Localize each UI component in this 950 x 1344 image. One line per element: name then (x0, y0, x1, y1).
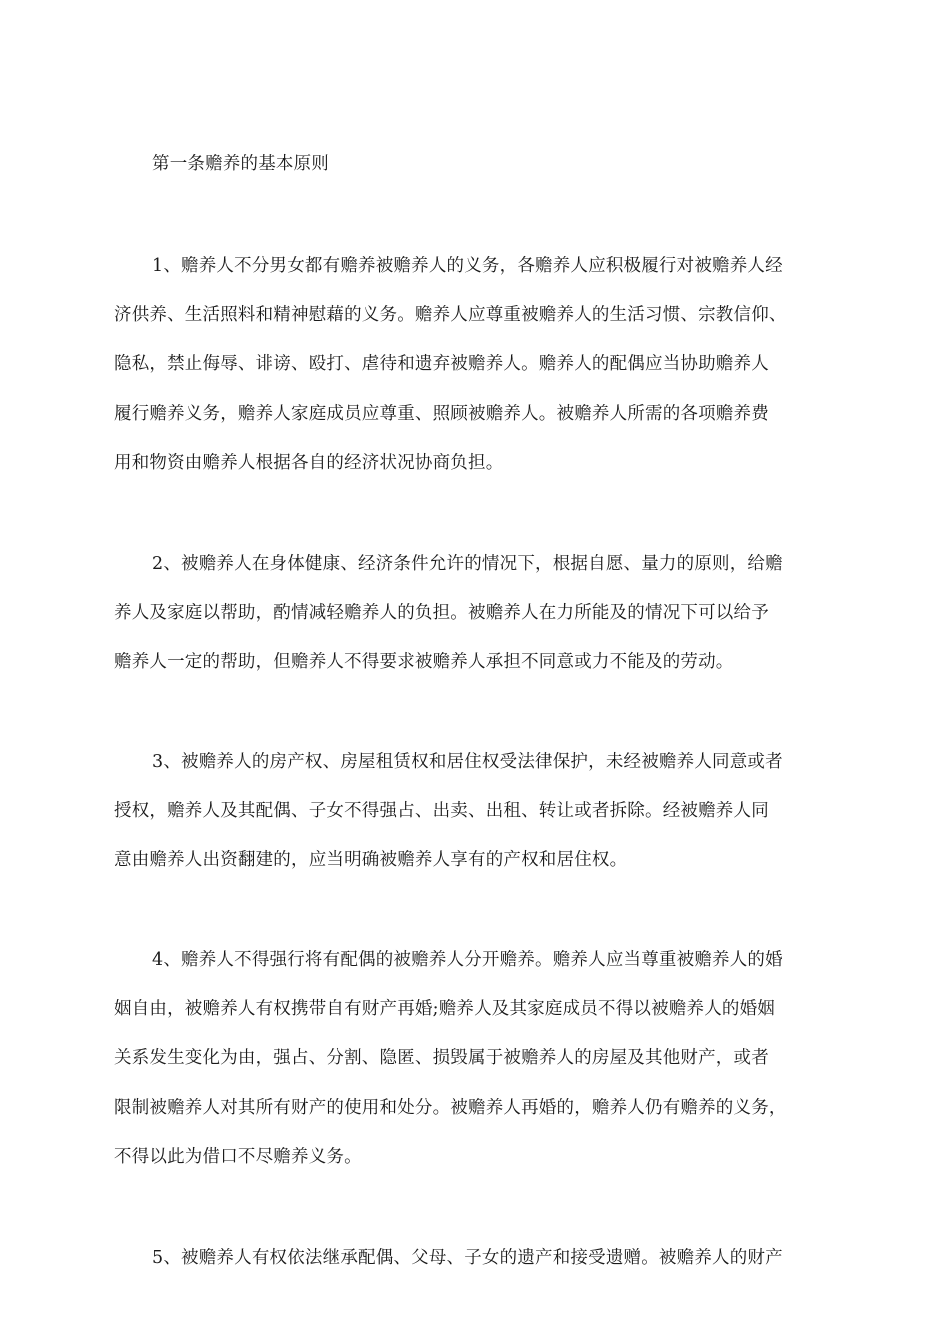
paragraph-3-line-3: 意由赡养人出资翻建的，应当明确被赡养人享有的产权和居住权。 (114, 850, 628, 870)
paragraph-1-line-5: 用和物资由赡养人根据各自的经济状况协商负担。 (114, 453, 504, 473)
paragraph-4-line-1: 4、赡养人不得强行将有配偶的被赡养人分开赡养。赡养人应当尊重被赡养人的婚 (152, 950, 783, 970)
paragraph-1-line-3: 隐私，禁止侮辱、诽谤、殴打、虐待和遗弃被赡养人。赡养人的配偶应当协助赡养人 (114, 354, 769, 374)
paragraph-1-line-1: 1、赡养人不分男女都有赡养被赡养人的义务，各赡养人应积极履行对被赡养人经 (152, 256, 783, 276)
paragraph-4-line-4: 限制被赡养人对其所有财产的使用和处分。被赡养人再婚的，赡养人仍有赡养的义务， (114, 1098, 787, 1118)
paragraph-4-line-3: 关系发生变化为由，强占、分割、隐匿、损毁属于被赡养人的房屋及其他财产，或者 (114, 1048, 769, 1068)
paragraph-2-line-1: 2、被赡养人在身体健康、经济条件允许的情况下，根据自愿、量力的原则，给赡 (152, 554, 783, 574)
section-heading: 第一条赡养的基本原则 (152, 154, 329, 174)
paragraph-4-line-5: 不得以此为借口不尽赡养义务。 (114, 1147, 362, 1167)
paragraph-4-line-2: 姻自由，被赡养人有权携带自有财产再婚;赡养人及其家庭成员不得以被赡养人的婚姻 (114, 999, 775, 1019)
paragraph-2-line-2: 养人及家庭以帮助，酌情减轻赡养人的负担。被赡养人在力所能及的情况下可以给予 (114, 603, 769, 623)
paragraph-3-line-1: 3、被赡养人的房产权、房屋租赁权和居住权受法律保护，未经被赡养人同意或者 (152, 752, 783, 772)
paragraph-3-line-2: 授权，赡养人及其配偶、子女不得强占、出卖、出租、转让或者拆除。经被赡养人同 (114, 801, 769, 821)
paragraph-1-line-4: 履行赡养义务，赡养人家庭成员应尊重、照顾被赡养人。被赡养人所需的各项赡养费 (114, 404, 769, 424)
paragraph-1-line-2: 济供养、生活照料和精神慰藉的义务。赡养人应尊重被赡养人的生活习惯、宗教信仰、 (114, 305, 787, 325)
paragraph-2-line-3: 赡养人一定的帮助，但赡养人不得要求被赡养人承担不同意或力不能及的劳动。 (114, 652, 734, 672)
paragraph-5-line-1: 5、被赡养人有权依法继承配偶、父母、子女的遗产和接受遗赠。被赡养人的财产 (152, 1248, 783, 1268)
